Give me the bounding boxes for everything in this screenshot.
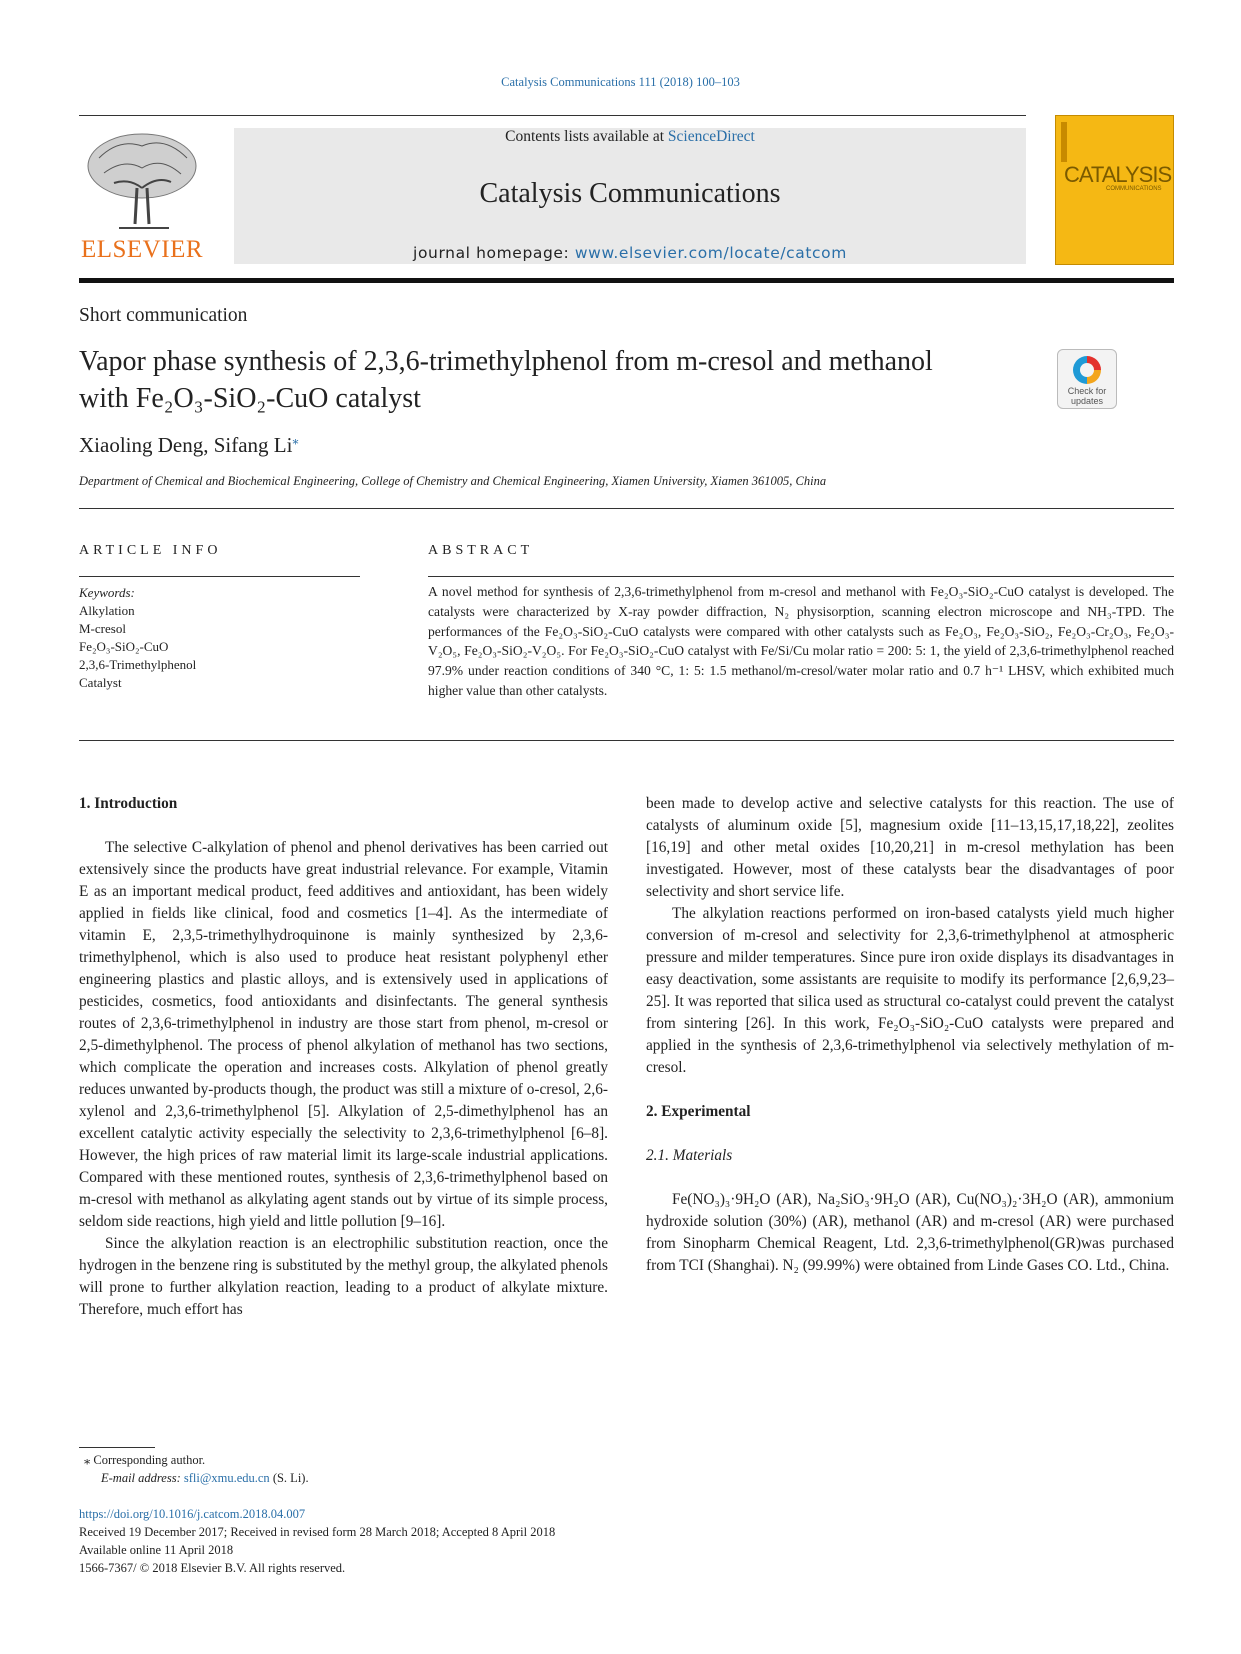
affiliation-rule	[79, 508, 1174, 509]
crossmark-icon	[1073, 356, 1101, 384]
copyright: 1566-7367/ © 2018 Elsevier B.V. All rights reserved.	[79, 1561, 346, 1575]
journal-name: Catalysis Communications	[479, 178, 781, 209]
subsection-heading-materials: 2.1. Materials	[646, 1147, 733, 1164]
title-line-2: with Fe₂O₃-SiO₂-CuO catalyst	[79, 383, 421, 414]
homepage-line	[234, 244, 1026, 262]
paragraph: been made to develop active and selective catalysts for this reaction. The use of catalysts of aluminum oxide [5], magnesium oxide [11–13,15,17,18,22], zeolites [16,19] and other metal oxides [10,20,21] in m-cresol methylation has been investigated. However, most of these catalysts bear the disadvantages of poor selectivity and short service life.	[646, 795, 1174, 900]
email-link[interactable]: sfli@xmu.edu.cn	[183, 1471, 270, 1485]
body-right-column	[646, 793, 1174, 1277]
footnote-rule	[79, 1447, 155, 1448]
received-dates: Received 19 December 2017; Received in revised form 28 March 2018; Accepted 8 April 2018	[79, 1525, 556, 1539]
article-info-rule	[79, 576, 360, 577]
journal-reference[interactable]: Catalysis Communications 111 (2018) 100–103	[501, 75, 740, 89]
journal-cover[interactable]	[1055, 115, 1174, 265]
keyword-item: Alkylation	[79, 603, 135, 618]
email-label: E-mail address:	[101, 1471, 184, 1485]
abstract-text: A novel method for synthesis of 2,3,6-trimethylphenol from m-cresol and methanol with Fe₂O₃-SiO₂-CuO catalyst is developed. The catalysts were characterized by X-ray powder diffraction, N₂ physisorption, scanning electron microscope and NH₃-TPD. The performances of the Fe₂O₃-SiO₂-CuO catalysts were compared with other catalysts such as Fe₂O₃, Fe₂O₃-SiO₂, Fe₂O₃-Cr₂O₃, Fe₂O₃-V₂O₅, Fe₂O₃-SiO₂-V₂O₅. For Fe₂O₃-SiO₂-CuO catalyst with Fe/Si/Cu molar ratio = 200: 5: 1, the yield of 2,3,6-trimethylphenol reached 97.9% under reaction conditions of 340 °C, 1: 5: 1.5 methanol/m-cresol/water molar ratio and 0.7 h⁻¹ LHSV, which exhibited much higher value than other catalysts.	[428, 584, 1174, 698]
homepage-prefix: journal homepage:	[413, 244, 575, 262]
tree-icon	[79, 128, 205, 236]
abstract-bottom-rule	[79, 740, 1174, 741]
section-heading-introduction: 1. Introduction	[79, 795, 178, 812]
paragraph: Fe(NO₃)₃·9H₂O (AR), Na₂SiO₃·9H₂O (AR), Cu(NO₃)₂·3H₂O (AR), ammonium hydroxide solution (30%) (AR), methanol (AR) and m-cresol (AR) were purchased from Sinopharm Chemical Reagent, Ltd. 2,3,6-trimethylphenol(GR)was purchased from TCI (Shanghai). N₂ (99.99%) were obtained from Linde Gases CO. Ltd., China.	[646, 1191, 1174, 1274]
cover-strip	[1061, 122, 1067, 162]
available-online: Available online 11 April 2018	[79, 1543, 234, 1557]
abstract-rule	[428, 576, 1174, 577]
header-rule	[79, 115, 1026, 116]
journal-banner	[234, 128, 1026, 264]
article-title	[79, 343, 1039, 417]
footnotes	[79, 1451, 309, 1487]
check-for-updates-button[interactable]	[1057, 349, 1117, 409]
paragraph: The selective C-alkylation of phenol and phenol derivatives has been carried out extensively since the products have great industrial relevance. For example, Vitamin E as an important medical product, feed additives and antioxidant, has been widely applied in fields like clinical, food and cosmetics [1–4]. As the intermediate of vitamin E, 2,3,5-trimethylhydroquinone is mainly synthesized by 2,3,6-trimethylphenol, which is also used to produce heat resistant polyphenyl ether engineering plastics and plastic alloys, and is extensively used in applications of pesticides, cosmetics, food antioxidants and disinfectants. The general synthesis routes of 2,3,6-trimethylphenol in industry are those start from phenol, m-cresol or 2,5-dimethylphenol. The process of phenol alkylation of methanol has two sections, which complicate the operation and increases costs. Alkylation of phenol greatly reduces unwanted by-products though, the product was still a mixture of o-cresol, 2,6-xylenol and 2,3,6-trimethylphenol [5]. Alkylation of 2,5-dimethylphenol has an excellent catalytic activity especially the selectivity to 2,3,6-trimethylphenol [6–8]. However, the high prices of raw material limit its large-scale industrial applications. Compared with these mentioned routes, synthesis of 2,3,6-trimethylphenol based on m-cresol with methanol as alkylating agent stands out by virtue of its simple process, seldom side reactions, high yield and little pollution [9–16].	[79, 839, 608, 1230]
keyword-item: Fe₂O₃-SiO₂-CuO	[79, 639, 169, 654]
elsevier-wordmark: ELSEVIER	[80, 236, 204, 263]
homepage-link[interactable]: www.elsevier.com/locate/catcom	[574, 244, 847, 262]
title-line-1: Vapor phase synthesis of 2,3,6-trimethylphenol from m-cresol and methanol	[79, 346, 933, 377]
article-info-heading: ARTICLE INFO	[79, 543, 222, 558]
email-suffix: (S. Li).	[269, 1471, 309, 1485]
doi-link[interactable]: https://doi.org/10.1016/j.catcom.2018.04.007	[79, 1507, 306, 1521]
publication-info	[79, 1505, 555, 1577]
author-names: Xiaoling Deng, Sifang Li	[79, 433, 293, 457]
corresponding-author-note: ⁎ Corresponding author.	[84, 1453, 206, 1467]
keyword-item: Catalyst	[79, 675, 122, 690]
abstract-heading: ABSTRACT	[428, 543, 534, 558]
contents-prefix: Contents lists available at	[505, 128, 668, 145]
elsevier-logo[interactable]	[79, 128, 205, 264]
affiliation: Department of Chemical and Biochemical Engineering, College of Chemistry and Chemical Engineering, Xiamen University, Xiamen 361005, China	[79, 474, 827, 488]
keywords-label: Keywords:	[79, 585, 135, 600]
corresponding-author-mark[interactable]: ⁎	[292, 433, 299, 447]
body-left-column	[79, 793, 608, 1321]
paragraph: Since the alkylation reaction is an electrophilic substitution reaction, once the hydrogen in the benzene ring is substituted by the methyl group, the alkylated phenols will prone to further alkylation reaction, leading to a product of alkylate mixture. Therefore, much effort has	[79, 1235, 608, 1318]
keyword-item: M-cresol	[79, 621, 126, 636]
keyword-item: 2,3,6-Trimethylphenol	[79, 657, 197, 672]
paragraph: The alkylation reactions performed on iron-based catalysts yield much higher conversion of m-cresol and selectivity for 2,3,6-trimethylphenol at atmospheric pressure and milder temperatures. Since pure iron oxide displays its disadvantages in easy deactivation, some assistants are requisite to modify its performance [2,6,9,23–25]. It was reported that silica used as structural co-catalyst could prevent the catalyst from sintering [26]. In this work, Fe₂O₃-SiO₂-CuO catalysts were prepared and applied in the synthesis of 2,3,6-trimethylphenol via selectively methylation of m-cresol.	[646, 905, 1174, 1076]
article-type: Short communication	[79, 305, 248, 326]
section-heading-experimental: 2. Experimental	[646, 1103, 751, 1120]
check-for-updates-label: Check for updates	[1067, 386, 1107, 406]
authors	[79, 433, 298, 458]
email-line	[79, 1469, 309, 1487]
contents-line	[234, 128, 1026, 146]
sciencedirect-link[interactable]: ScienceDirect	[667, 128, 755, 145]
header-thick-rule	[79, 278, 1174, 283]
cover-title: CATALYSIS	[1064, 162, 1172, 187]
keywords-list	[79, 584, 196, 692]
cover-subtitle: COMMUNICATIONS	[1106, 186, 1162, 192]
